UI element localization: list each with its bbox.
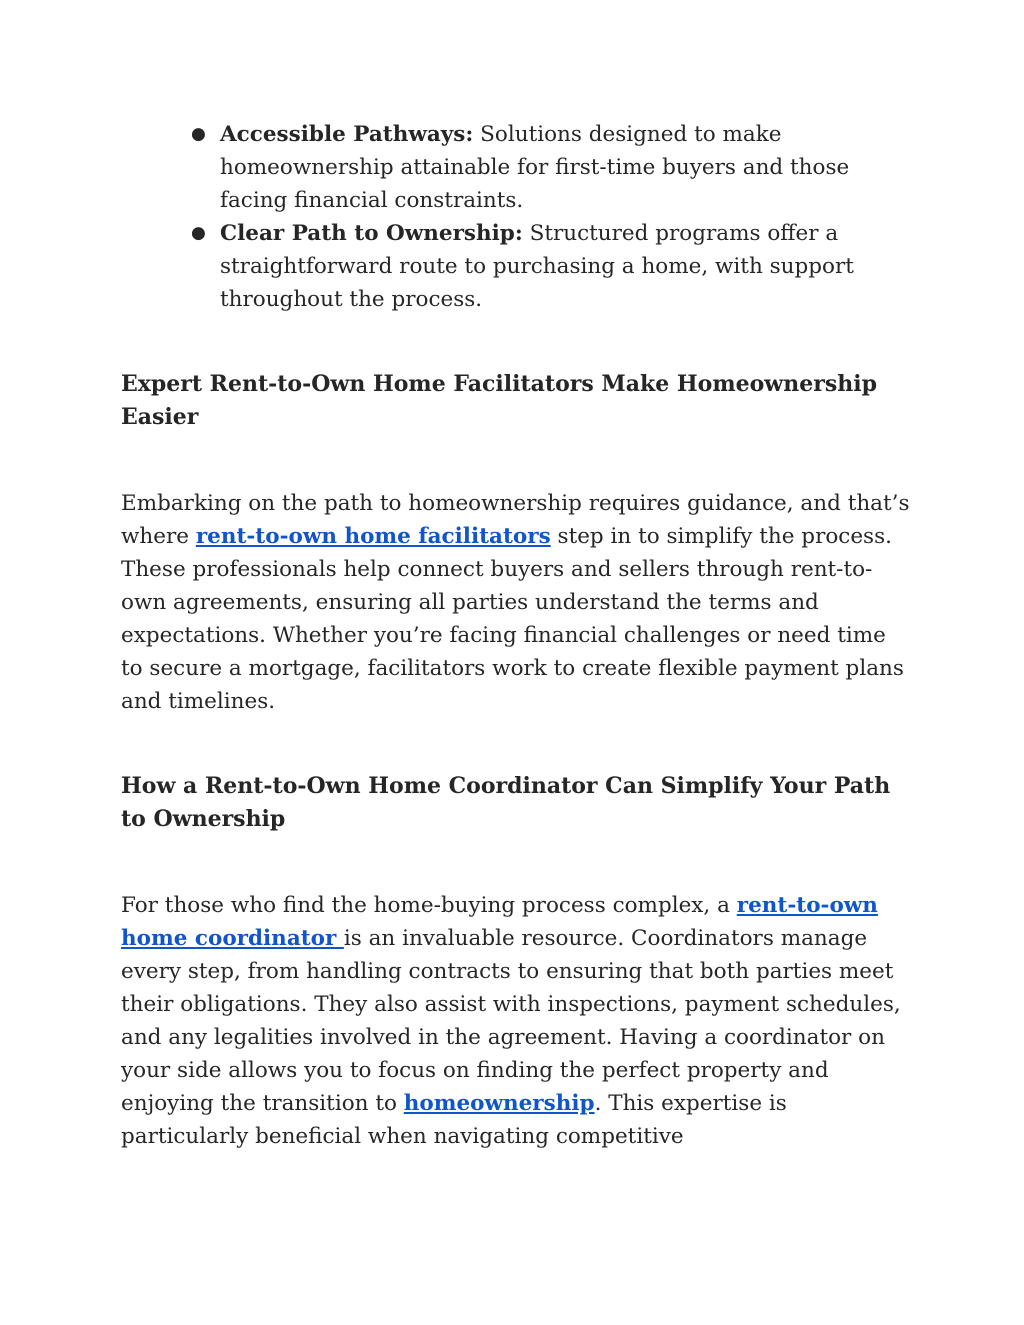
- bullet-body: [220, 118, 911, 217]
- bullet-term: Clear Path to Ownership:: [220, 221, 523, 246]
- paragraph-coordinator: [121, 889, 911, 1153]
- paragraph-text: For those who find the home-buying process complex, a: [121, 893, 737, 918]
- bullet-term: Accessible Pathways:: [220, 122, 474, 147]
- link-rent-to-own-home-coordinator[interactable]: rent-to-own home coordinator: [121, 893, 878, 951]
- document-page: [121, 118, 911, 1153]
- paragraph-text: Embarking on the path to homeownership requires guidance, and that’s where: [121, 491, 910, 549]
- bullet-list: [121, 118, 911, 316]
- bullet-item-accessible-pathways: [121, 118, 911, 217]
- paragraph-facilitators: [121, 487, 911, 718]
- link-homeownership[interactable]: homeownership: [403, 1091, 595, 1116]
- link-rent-to-own-home-facilitators[interactable]: rent-to-own home facilitators: [195, 524, 551, 549]
- paragraph-text: is an invaluable resource. Coordinators manage every step, from handling contracts to ensuring that both parties meet their obligations. They also assist with inspections, payment schedules, and any legalities involved in the agreement. Having a coordinator on your side allows you to focus on finding the perfect property and enjoying the transition to: [121, 926, 901, 1116]
- bullet-text: Structured programs offer a straightforward route to purchasing a home, with support throughout the process.: [220, 221, 854, 312]
- section-heading-facilitators: Expert Rent-to-Own Home Facilitators Make Homeownership Easier: [121, 371, 877, 430]
- bullet-text: Solutions designed to make homeownership attainable for first-time buyers and those facing financial constraints.: [220, 122, 850, 213]
- bullet-item-clear-path: [121, 217, 911, 316]
- paragraph-text: step in to simplify the process. These professionals help connect buyers and sellers through rent-to-own agreements, ensuring all parties understand the terms and expectations. Whether you’re facing financial challenges or need time to secure a mortgage, facilitators work to create flexible payment plans and timelines.: [121, 524, 904, 714]
- bullet-body: [220, 217, 911, 316]
- bullet-marker: ●: [191, 124, 206, 144]
- section-heading-coordinator: How a Rent-to-Own Home Coordinator Can Simplify Your Path to Ownership: [121, 773, 891, 832]
- bullet-marker: ●: [191, 223, 206, 243]
- paragraph-text: . This expertise is particularly beneficial when navigating competitive: [121, 1091, 787, 1149]
